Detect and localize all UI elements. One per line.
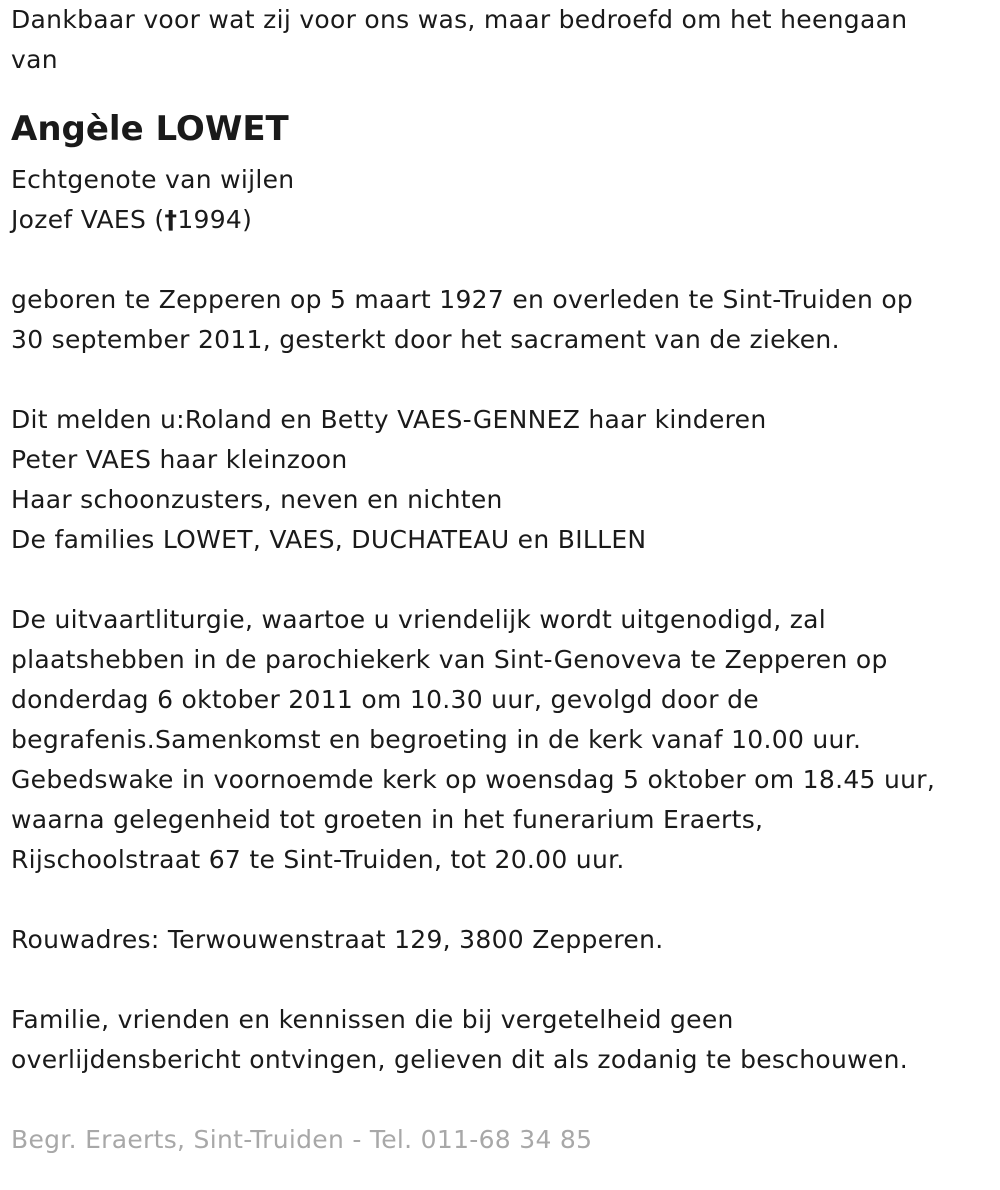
cross-icon: † — [164, 205, 178, 234]
paragraph-line: Familie, vrienden en kennissen die bij vergetelheid geen — [11, 1005, 734, 1034]
announcer-line: De families LOWET, VAES, DUCHATEAU en BILLEN — [11, 525, 647, 554]
announcer-line: Dit melden u:Roland en Betty VAES-GENNEZ haar kinderen — [11, 405, 767, 434]
paragraph-line: waarna gelegenheid tot groeten in het funerarium Eraerts, — [11, 805, 764, 834]
intro-text — [11, 0, 991, 80]
paragraph-line: Gebedswake in voornoemde kerk op woensdag 5 oktober om 18.45 uur, — [11, 765, 936, 794]
intro-line: van — [11, 45, 58, 74]
announcer-line: Haar schoonzusters, neven en nichten — [11, 485, 503, 514]
paragraph-line: plaatshebben in de parochiekerk van Sint-Genoveva te Zepperen op — [11, 645, 888, 674]
ceremony-paragraph — [11, 600, 991, 880]
mourning-address: Rouwadres: Terwouwenstraat 129, 3800 Zepperen. — [11, 925, 664, 954]
paragraph-line: begrafenis.Samenkomst en begroeting in de kerk vanaf 10.00 uur. — [11, 725, 862, 754]
spouse-year: 1994) — [177, 205, 253, 234]
paragraph-line: De uitvaartliturgie, waartoe u vriendelijk wordt uitgenodigd, zal — [11, 605, 827, 634]
deceased-name: Angèle LOWET — [11, 109, 289, 149]
spouse-name: Jozef VAES ( — [11, 205, 165, 234]
paragraph-line: 30 september 2011, gesterkt door het sacrament van de zieken. — [11, 325, 840, 354]
obituary-notice — [11, 0, 991, 1160]
paragraph-line: overlijdensbericht ontvingen, gelieven dit als zodanig te beschouwen. — [11, 1045, 908, 1074]
spouse-name-line — [11, 200, 991, 240]
announcers-list — [11, 400, 991, 560]
paragraph-line: geboren te Zepperen op 5 maart 1927 en overleden te Sint-Truiden op — [11, 285, 914, 314]
paragraph-line: Rijschoolstraat 67 te Sint-Truiden, tot 20.00 uur. — [11, 845, 625, 874]
announcer-line: Peter VAES haar kleinzoon — [11, 445, 348, 474]
closing-paragraph — [11, 1000, 991, 1080]
spouse-line: Echtgenote van wijlen — [11, 165, 295, 194]
intro-line: Dankbaar voor wat zij voor ons was, maar bedroefd om het heengaan — [11, 5, 908, 34]
funeral-home-footer: Begr. Eraerts, Sint-Truiden - Tel. 011-68 34 85 — [11, 1125, 593, 1154]
paragraph-line: donderdag 6 oktober 2011 om 10.30 uur, gevolgd door de — [11, 685, 759, 714]
birth-death-paragraph — [11, 280, 991, 360]
